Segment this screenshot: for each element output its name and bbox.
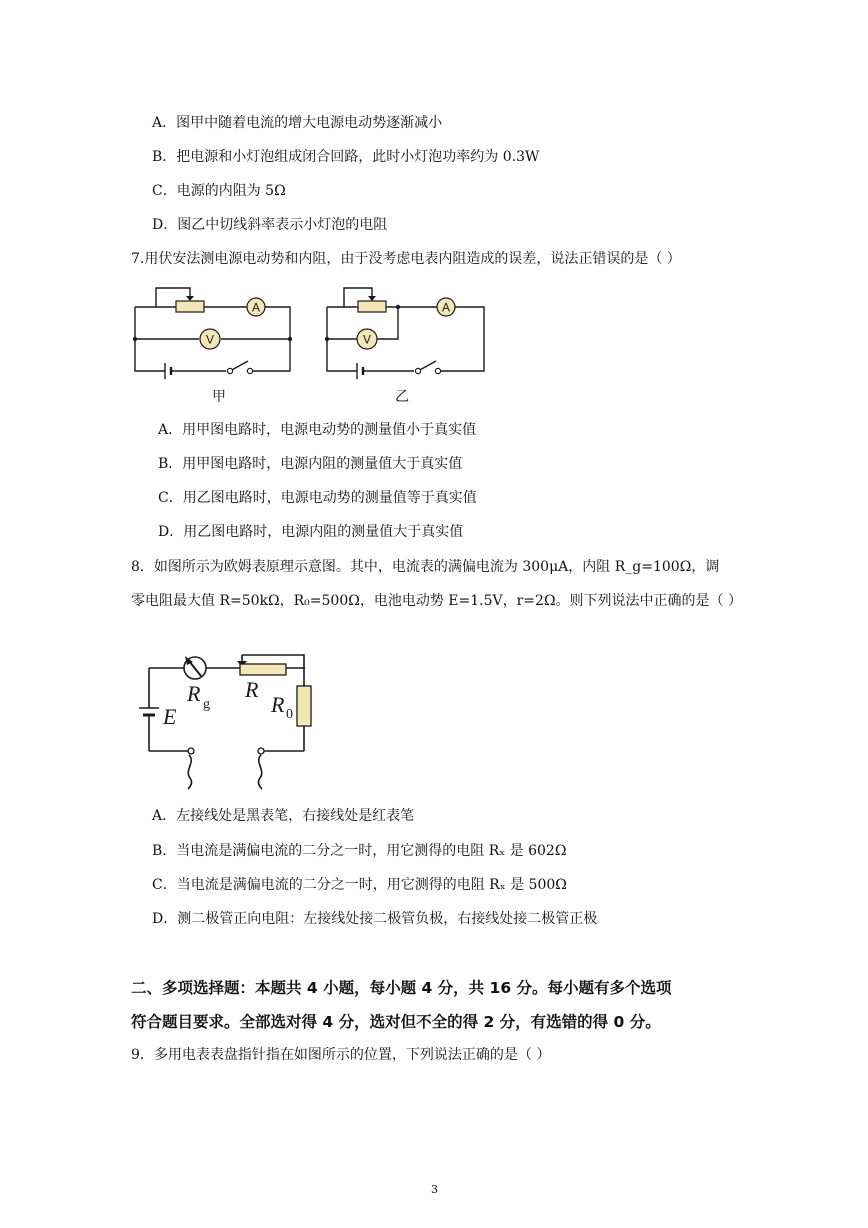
q6-option-b: B．把电源和小灯泡组成闭合回路，此时小灯泡功率约为 0.3W — [152, 149, 540, 165]
q7-stem: 7.用伏安法测电源电动势和内阻，由于没考虑电表内阻造成的误差，说法正错误的是（ ） — [131, 251, 681, 267]
q8-stem-line2: 零电阻最大值 R=50kΩ，R₀=500Ω，电池电动势 E=1.5V，r=2Ω。则下列说法中正确的是（ ） — [131, 593, 743, 609]
q7-option-a: A．用甲图电路时，电源电动势的测量值小于真实值 — [158, 422, 477, 438]
page-number: 3 — [431, 1183, 438, 1196]
q7-yi-voltmeter-label: V — [362, 332, 372, 347]
q8-option-c: C．当电流是满偏电流的二分之一时，用它测得的电阻 Rₓ 是 500Ω — [152, 877, 567, 893]
q7-circuit-jia — [126, 279, 306, 389]
q7-option-c: C．用乙图电路时，电源电动势的测量值等于真实值 — [158, 490, 477, 506]
q7-jia-voltmeter-label: V — [205, 332, 215, 347]
q7-option-d: D．用乙图电路时，电源内阻的测量值大于真实值 — [158, 524, 464, 540]
q7-yi-ammeter-label: A — [441, 300, 451, 315]
q8-option-a: A．左接线处是黑表笔，右接线处是红表笔 — [152, 808, 415, 824]
q8-ohmmeter-circuit — [130, 640, 330, 790]
q8-label-e: E — [163, 704, 177, 729]
q8-label-r0: R — [271, 692, 285, 717]
section2-heading-line2: 符合题目要求。全部选对得 4 分，选对但不全的得 2 分，有选错的得 0 分。 — [131, 1013, 661, 1031]
q7-option-b: B．用甲图电路时，电源内阻的测量值大于真实值 — [158, 456, 463, 472]
section2-heading-line1: 二、多项选择题：本题共 4 小题，每小题 4 分，共 16 分。每小题有多个选项 — [131, 979, 672, 997]
q6-option-a: A．图甲中随着电流的增大电源电动势逐渐减小 — [152, 115, 443, 131]
q7-circuit-yi — [318, 279, 498, 389]
q7-caption-jia: 甲 — [212, 389, 226, 405]
q8-label-rg: R — [187, 681, 201, 706]
q6-option-c: C．电源的内阻为 5Ω — [152, 183, 286, 199]
q6-option-d: D．图乙中切线斜率表示小灯泡的电阻 — [152, 217, 388, 233]
q8-stem-line1: 8．如图所示为欧姆表原理示意图。其中，电流表的满偏电流为 300μA，内阻 R_g=100Ω，调 — [131, 559, 720, 575]
q8-option-b: B．当电流是满偏电流的二分之一时，用它测得的电阻 Rₓ 是 602Ω — [152, 843, 567, 859]
q7-caption-yi: 乙 — [395, 389, 409, 405]
q9-stem: 9．多用电表表盘指针指在如图所示的位置，下列说法正确的是（ ） — [131, 1047, 551, 1063]
q8-label-r0-sub: 0 — [286, 707, 293, 722]
q8-option-d: D．测二极管正向电阻：左接线处接二极管负极，右接线处接二极管正极 — [152, 911, 598, 927]
q7-jia-ammeter-label: A — [251, 300, 261, 315]
q8-label-r: R — [245, 677, 259, 702]
q8-label-rg-sub: g — [203, 697, 210, 712]
